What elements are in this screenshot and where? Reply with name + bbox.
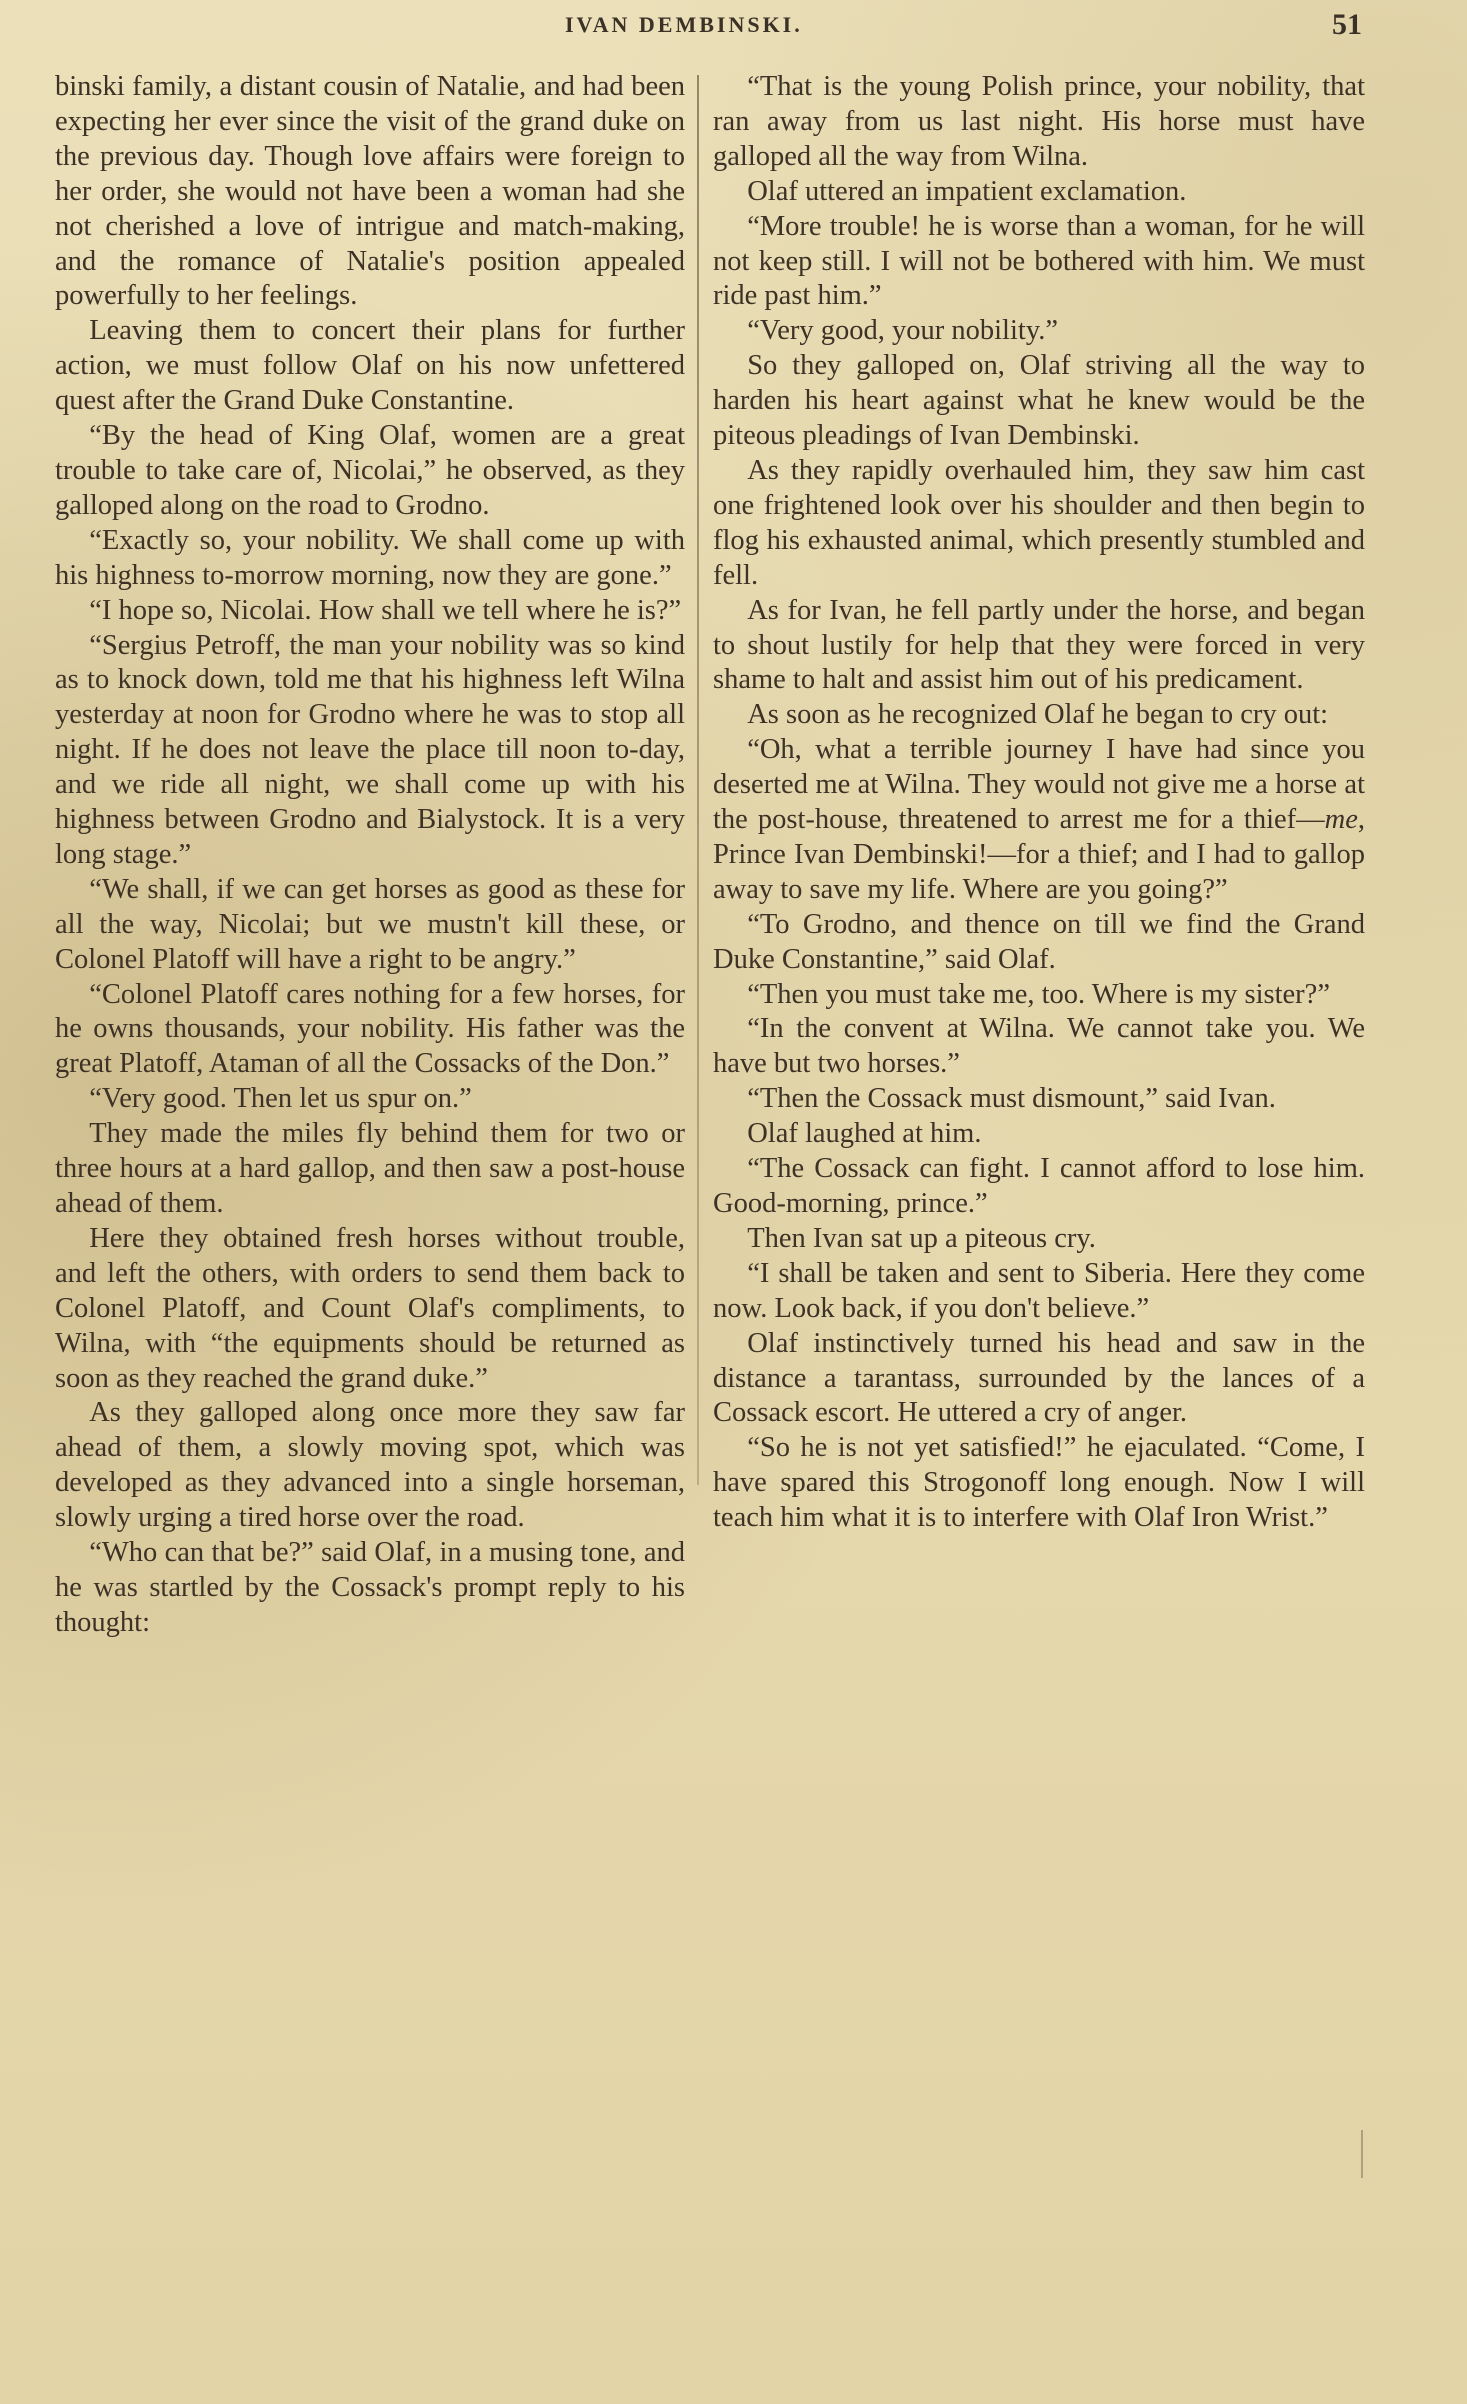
paragraph: As they rapidly overhauled him, they saw him cast one frightened look over his shoulder and then begin to flog his exhausted animal, which presently stumbled and fell. bbox=[713, 454, 1365, 591]
paragraph: So they galloped on, Olaf striving all the way to harden his heart against what he knew would be the piteous pleadings of Ivan Dembinski. bbox=[713, 350, 1365, 452]
paragraph: “Then you must take me, too. Where is my sister?” bbox=[747, 978, 1330, 1010]
paragraph: Olaf uttered an impatient exclamation. bbox=[747, 175, 1187, 207]
paragraph: “To Grodno, and thence on till we find the Grand Duke Constantine,” said Olaf. bbox=[713, 908, 1365, 975]
paragraph: “The Cossack can fight. I cannot afford to lose him. Good-morning, prince.” bbox=[713, 1153, 1365, 1219]
paragraph: “So he is not yet satisfied!” he ejaculated. “Come, I have spared this Strogonoff long enough. Now I will teach him what it is to interfere with Olaf Iron Wrist.” bbox=[713, 1432, 1365, 1534]
paragraph: Olaf instinctively turned his head and saw in the distance a tarantass, surrounded by the lances of a Cossack escort. He uttered a cry of anger. bbox=[713, 1327, 1365, 1429]
paragraph-text: “Oh, what a terrible journey I have had since you deserted me at Wilna. They would not give me a horse at the post-house, threatened to arrest me for a thief— bbox=[713, 734, 1365, 836]
paragraph: Olaf laughed at him. bbox=[747, 1118, 982, 1150]
paragraph bbox=[713, 733, 1365, 908]
paragraph: As for Ivan, he fell partly under the horse, and began to shout lustily for help that they were forced in very shame to halt and assist him out of his predicament. bbox=[713, 594, 1365, 696]
paragraph: “I hope so, Nicolai. How shall we tell where he is?” bbox=[89, 594, 682, 626]
paragraph: “That is the young Polish prince, your nobility, that ran away from us last night. His horse must have galloped all the way from Wilna. bbox=[713, 71, 1365, 172]
emphasis-text: me bbox=[1324, 804, 1358, 836]
paragraph: “Very good, your nobility.” bbox=[747, 315, 1058, 347]
paragraph-text: , Prince Ivan Dembinski!—for a thief; and I had to gallop away to save my life. Where are you going?” bbox=[713, 804, 1365, 905]
paragraph: “Who can that be?” said Olaf, in a musing tone, and he was startled by the Cossack's prompt reply to his thought: bbox=[55, 1537, 685, 1638]
paragraph: “I shall be taken and sent to Siberia. Here they come now. Look back, if you don't believe.” bbox=[713, 1257, 1365, 1324]
left-column bbox=[55, 70, 685, 1641]
paragraph: Then Ivan sat up a piteous cry. bbox=[747, 1222, 1096, 1254]
column-rule bbox=[697, 75, 699, 1485]
paragraph: As soon as he recognized Olaf he began to cry out: bbox=[747, 699, 1329, 731]
paragraph: “By the head of King Olaf, women are a great trouble to take care of, Nicolai,” he observed, as they galloped along on the road to Grodno. bbox=[55, 420, 685, 521]
paragraph: Here they obtained fresh horses without trouble, and left the others, with orders to send them back to Colonel Platoff, and Count Olaf's compliments, to Wilna, with “the equipments should be returned as soon as they reached the grand duke.” bbox=[55, 1222, 685, 1394]
page-number: 51 bbox=[1332, 8, 1362, 41]
paragraph: They made the miles fly behind them for two or three hours at a hard gallop, and then saw a post-house ahead of them. bbox=[55, 1118, 685, 1219]
paragraph: Leaving them to concert their plans for further action, we must follow Olaf on his now unfettered quest after the Grand Duke Constantine. bbox=[55, 315, 685, 417]
paragraph: “Then the Cossack must dismount,” said Ivan. bbox=[747, 1083, 1276, 1115]
paragraph: “Sergius Petroff, the man your nobility was so kind as to knock down, told me that his highness left Wilna yesterday at noon for Grodno where he was to stop all night. If he does not leave the place till noon to-day, and we ride all night, we shall come up with his highness between Grodno and Bialystock. It is a very long stage.” bbox=[55, 629, 685, 870]
paragraph: “Very good. Then let us spur on.” bbox=[89, 1083, 472, 1115]
paragraph: “More trouble! he is worse than a woman, for he will not keep still. I will not be bothered with him. We must ride past him.” bbox=[713, 210, 1365, 312]
paragraph: “Exactly so, your nobility. We shall come up with his highness to-morrow morning, now they are gone.” bbox=[55, 524, 685, 591]
margin-mark bbox=[1361, 2130, 1363, 2178]
right-column bbox=[713, 70, 1365, 1536]
running-title: IVAN DEMBINSKI. bbox=[565, 12, 803, 37]
paragraph: “We shall, if we can get horses as good as these for all the way, Nicolai; but we mustn't kill these, or Colonel Platoff will have a right to be angry.” bbox=[55, 873, 685, 975]
paragraph: “Colonel Platoff cares nothing for a few horses, for he owns thousands, your nobility. His father was the great Platoff, Ataman of all the Cossacks of the Don.” bbox=[55, 978, 685, 1080]
paragraph: As they galloped along once more they saw far ahead of them, a slowly moving spot, which was developed as they advanced into a single horseman, slowly urging a tired horse over the road. bbox=[55, 1397, 685, 1534]
page-header bbox=[0, 8, 1467, 48]
paragraph: “In the convent at Wilna. We cannot take you. We have but two horses.” bbox=[713, 1013, 1365, 1080]
paragraph: binski family, a distant cousin of Natalie, and had been expecting her ever since the visit of the grand duke on the previous day. Though love affairs were foreign to her order, she would not have been a woman had she not cherished a love of intrigue and match-making, and the romance of Natalie's position appealed powerfully to her feelings. bbox=[55, 71, 685, 312]
